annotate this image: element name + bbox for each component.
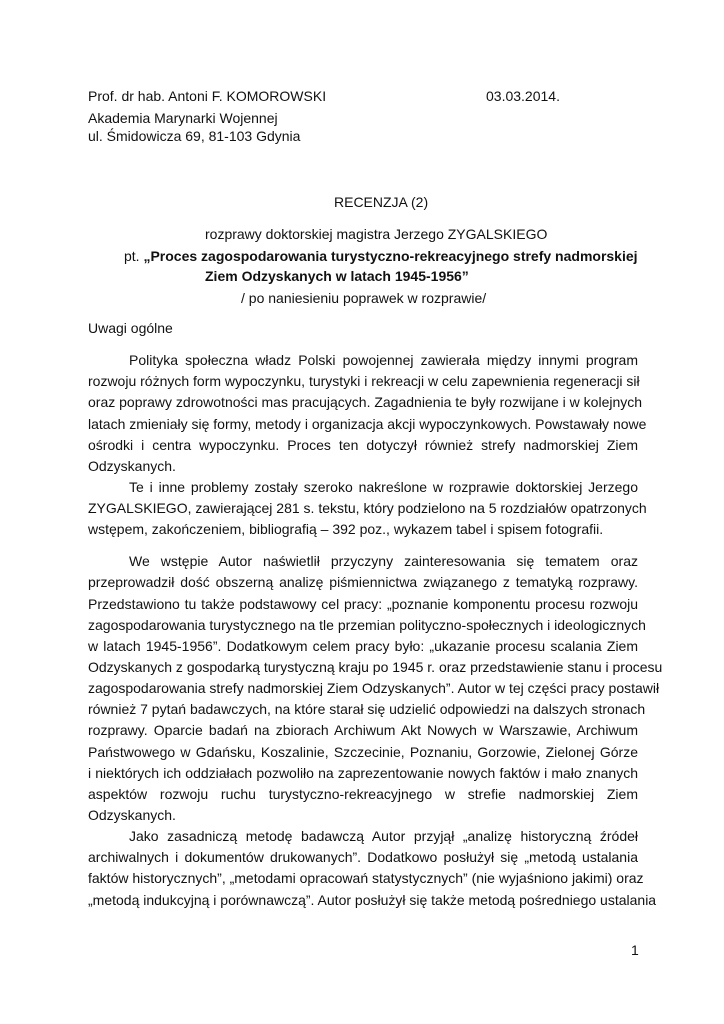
body-line: archiwalnych i dokumentów drukowanych”. Dodatkowo posłużył się „metodą ustalania	[88, 849, 638, 865]
body-line: zagospodarowania turystycznego na tle przemian polityczno-społecznych i ideologicznych	[88, 617, 646, 633]
body-line: oraz poprawy zdrowotności mas pracujących. Zagadnienia te były rozwijane i w kolejnych	[88, 394, 643, 410]
thesis-title-line-1	[124, 248, 638, 264]
section-heading: Uwagi ogólne	[88, 320, 173, 336]
review-subtitle: rozprawy doktorskiej magistra Jerzego ZYGALSKIEGO	[205, 226, 548, 242]
author-name: Prof. dr hab. Antoni F. KOMOROWSKI	[88, 88, 327, 104]
body-line: faktów historycznych”, „metodami opracowań statystycznych” (nie wyjaśniono jakimi) oraz	[88, 870, 644, 886]
body-line: Te i inne problemy zostały szeroko nakreślone w rozprawie doktorskiej Jerzego	[129, 479, 638, 495]
body-line: zagospodarowania strefy nadmorskiej Ziem Odzyskanych”. Autor w tej części pracy postawił	[88, 680, 660, 696]
body-line: w latach 1945-1956”. Dodatkowym celem pracy było: „ukazanie procesu scalania Ziem	[88, 638, 638, 654]
thesis-prefix: pt.	[124, 248, 144, 264]
body-line: rozprawy. Oparcie badań na zbiorach Archiwum Akt Nowych w Warszawie, Archiwum	[88, 722, 638, 738]
body-line: również 7 pytań badawczych, na które starał się udzielić odpowiedzi na dalszych stronach	[88, 701, 646, 717]
body-line: latach zmieniały się formy, metody i organizacja akcji wypoczynkowych. Powstawały nowe	[88, 416, 647, 432]
body-line: aspektów rozwoju ruchu turystyczno-rekreacyjnego w strefie nadmorskiej Ziem	[88, 786, 638, 802]
body-line: i niektórych ich oddziałach pozwoliło na zaprezentowanie nowych faktów i mało znanych	[88, 765, 638, 781]
author-address: ul. Śmidowicza 69, 81-103 Gdynia	[88, 128, 301, 144]
body-line: Odzyskanych.	[88, 458, 176, 474]
review-heading: RECENZJA (2)	[334, 194, 429, 210]
page-number: 1	[631, 942, 639, 958]
body-line: „metodą indukcyjną i porównawczą”. Autor posłużył się także metodą pośredniego ustalania	[88, 892, 657, 908]
body-line: Odzyskanych.	[88, 807, 176, 823]
body-line: Państwowego w Gdańsku, Koszalinie, Szczecinie, Poznaniu, Gorzowie, Zielonej Górze	[88, 744, 638, 760]
document-date: 03.03.2014.	[486, 88, 560, 104]
body-line: We wstępie Autor naświetlił przyczyny zainteresowania się tematem oraz	[129, 553, 638, 569]
body-line: ZYGALSKIEGO, zawierającej 281 s. tekstu, który podzielono na 5 rozdziałów opatrzonych	[88, 500, 647, 516]
body-line: przeprowadził dość obszerną analizę piśmiennictwa związanego z tematyką rozprawy.	[88, 574, 638, 590]
thesis-title-line-2: Ziem Odzyskanych w latach 1945-1956”	[205, 268, 469, 284]
body-line: wstępem, zakończeniem, bibliografią – 392 poz., wykazem tabel i spisem fotografii.	[88, 521, 604, 537]
body-line: Odzyskanych z gospodarką turystyczną kraju po 1945 r. oraz przedstawienie stanu i procesu	[88, 659, 663, 675]
body-line: ośrodki i centra wypoczynku. Proces ten dotyczył również strefy nadmorskiej Ziem	[88, 437, 638, 453]
thesis-title-text-1: „Proces zagospodarowania turystyczno-rekreacyjnego strefy nadmorskiej	[143, 248, 638, 264]
body-line: Jako zasadniczą metodę badawczą Autor przyjął „analizę historyczną źródeł	[129, 828, 638, 844]
revision-note: / po naniesieniu poprawek w rozprawie/	[241, 290, 487, 306]
body-line: Przedstawiono tu także podstawowy cel pracy: „poznanie komponentu procesu rozwoju	[88, 596, 638, 612]
body-line: Polityka społeczna władz Polski powojennej zawierała między innymi program	[129, 352, 638, 368]
body-line: rozwoju różnych form wypoczynku, turystyki i rekreacji w celu zapewnienia regeneracji sił	[88, 373, 640, 389]
author-institution: Akademia Marynarki Wojennej	[88, 110, 278, 126]
